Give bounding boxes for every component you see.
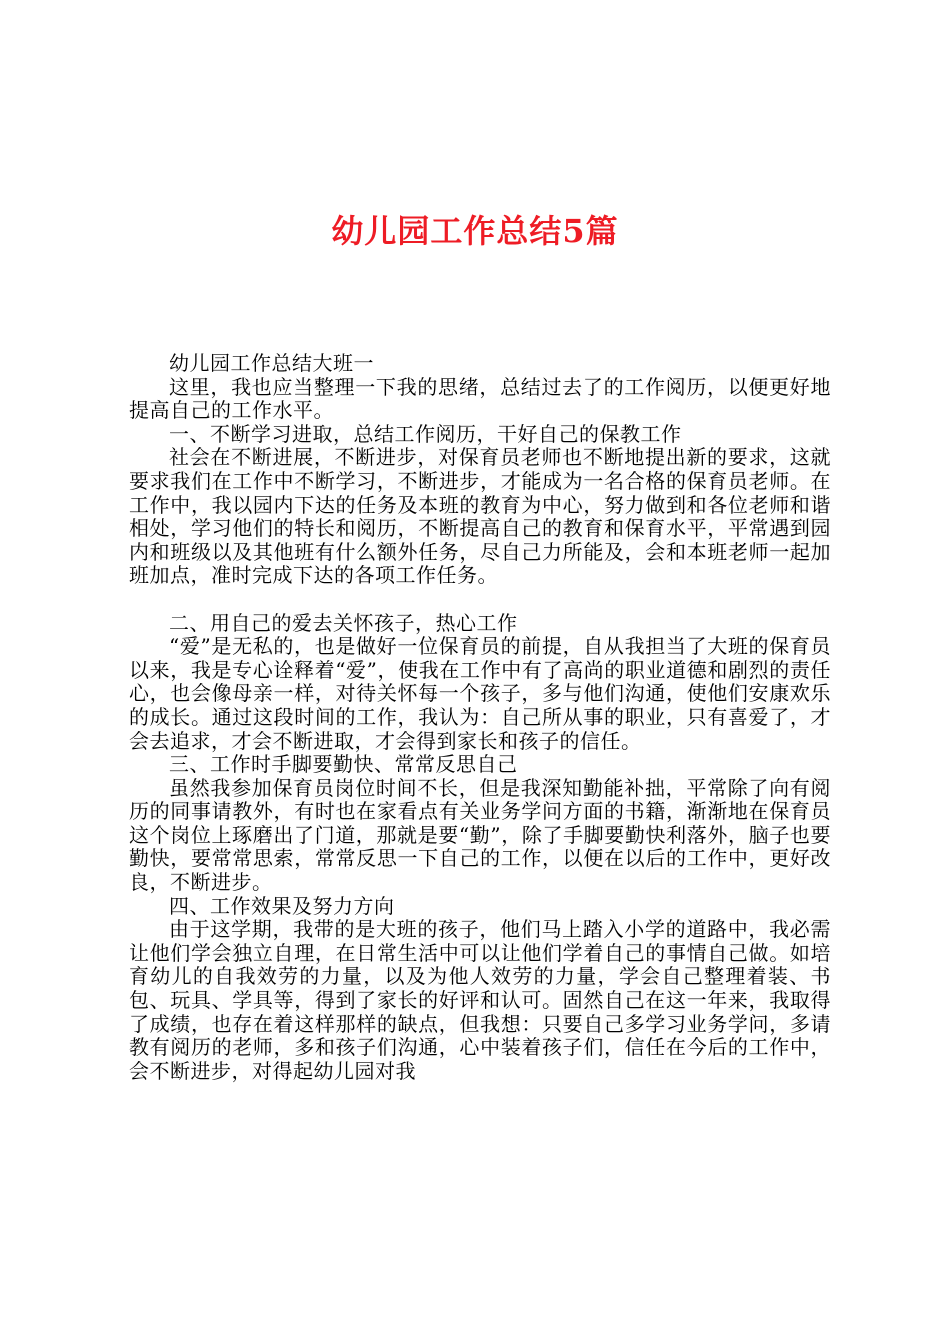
section-heading-daban: 幼儿园工作总结大班一 — [169, 351, 374, 375]
paragraph-2: “爱”是无私的，也是做好一位保育员的前提，自从我担当了大班的保育员以来，我是专心诠释着“爱”，使我在工作中有了高尚的职业道德和剧烈的责任心，也会像母亲一样，对待关怀每一个孩子，多与他们沟通，使他们安康欢乐的成长。通过这段时间的工作，我认为：自己所从事的职业，只有喜爱了，才会去追求，才会不断进取，才会得到家长和孩子的信任。 — [129, 634, 831, 753]
paragraph-intro: 这里，我也应当整理一下我的思绪，总结过去了的工作阅历，以便更好地提高自己的工作水平。 — [129, 374, 831, 423]
section-heading-2: 二、用自己的爱去关怀孩子，热心工作 — [169, 610, 518, 635]
paragraph-3: 虽然我参加保育员岗位时间不长，但是我深知勤能补拙，平常除了向有阅历的同事请教外，有时也在家看点有关业务学问方面的书籍，渐渐地在保育员这个岗位上琢磨出了门道，那就是要“勤”，除了手脚要勤快利落外，脑子也要勤快，要常常思索，常常反思一下自己的工作，以便在以后的工作中，更好改良，不断进步。 — [129, 775, 831, 895]
paragraph-1: 社会在不断进展，不断进步，对保育员老师也不断地提出新的要求，这就要求我们在工作中不断学习，不断进步，才能成为一名合格的保育员老师。在工作中，我以园内下达的任务及本班的教育为中心，努力做到和各位老师和谐相处，学习他们的特长和阅历，不断提高自己的教育和保育水平，平常遇到园内和班级以及其他班有什么额外任务，尽自己力所能及，会和本班老师一起加班加点，准时完成下达的各项工作任务。 — [129, 445, 831, 588]
section-heading-3: 三、工作时手脚要勤快、常常反思自己 — [169, 752, 518, 777]
document-body — [129, 352, 831, 1083]
paragraph-4: 由于这学期，我带的是大班的孩子，他们马上踏入小学的道路中，我必需让他们学会独立自理，在日常生活中可以让他们学着自己的事情自己做。如培育幼儿的自我效劳的力量，以及为他人效劳的力量，学会自己整理着装、书包、玩具、学具等，得到了家长的好评和认可。固然自己在这一年来，我取得了成绩，也存在着这样那样的缺点，但我想：只要自己多学习业务学问，多请教有阅历的老师，多和孩子们沟通，心中装着孩子们，信任在今后的工作中，会不断进步，对得起幼儿园对我 — [129, 917, 831, 1083]
document-title: 幼儿园工作总结5篇 — [331, 212, 619, 250]
section-heading-4: 四、工作效果及努力方向 — [169, 893, 395, 918]
section-heading-1: 一、不断学习进取，总结工作阅历，干好自己的保教工作 — [169, 421, 682, 446]
